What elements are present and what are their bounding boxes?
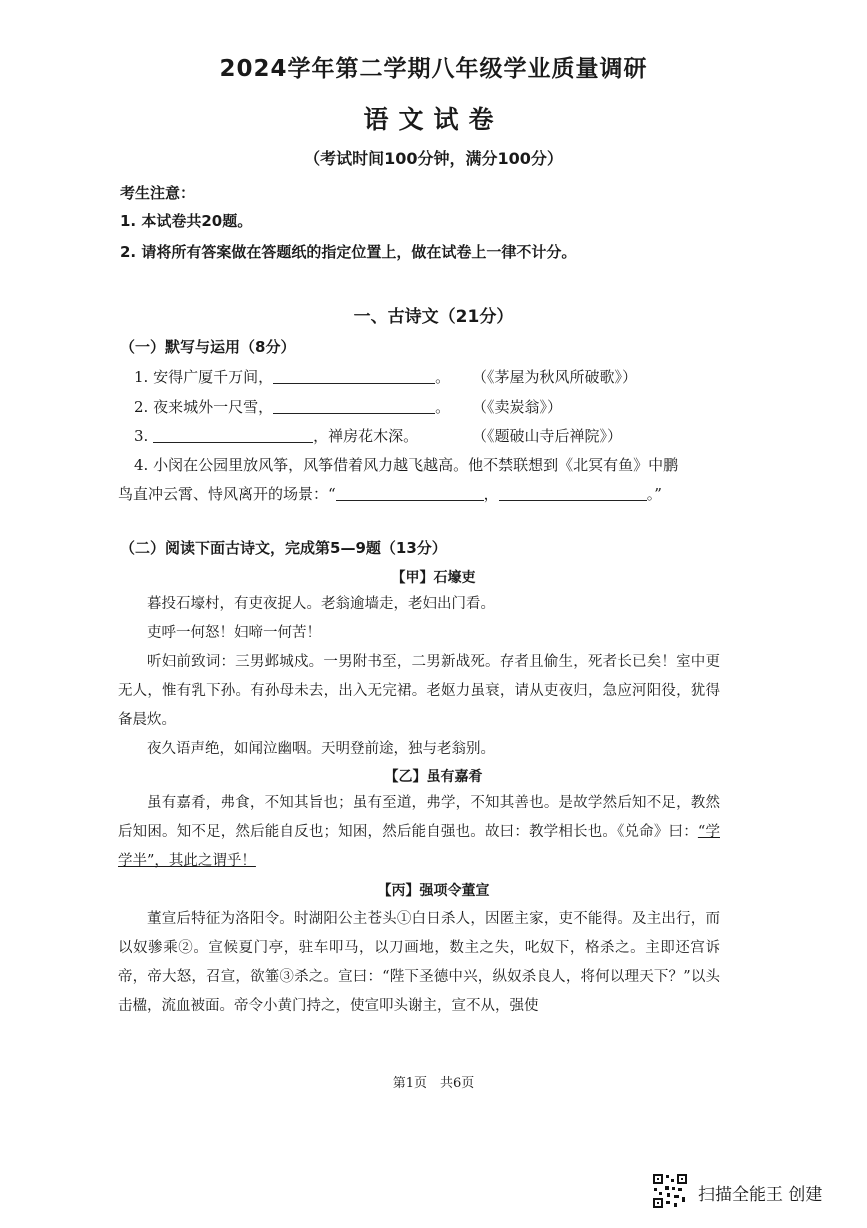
q1-text: 安得广厦千万间， — [153, 368, 274, 386]
passage-bing — [118, 905, 720, 1021]
q3-blank[interactable] — [153, 428, 313, 443]
exam-info: （考试时间100分钟，满分100分） — [304, 149, 563, 168]
q2-source: （《卖炭翁》） — [472, 398, 563, 416]
q4-blank-2[interactable] — [499, 486, 647, 501]
q3-text: ，禅房花木深。 — [313, 427, 419, 445]
part-1-title: （一）默写与运用（8分） — [120, 338, 296, 356]
q4-lead: 鸟直冲云霄、恃风离开的场景：“ — [118, 485, 336, 503]
notice-heading: 考生注意： — [120, 184, 196, 202]
question-4-line-2 — [118, 483, 662, 504]
q3-num: 3. — [134, 427, 149, 445]
scanner-watermark: 扫描全能王 创建 — [698, 1185, 823, 1205]
passage-yi-underlined: “学学半”，其此之谓乎！ — [118, 824, 720, 869]
passage-bing-title: 【丙】强项令董宣 — [377, 883, 490, 899]
section-1-title: 一、古诗文（21分） — [353, 307, 514, 327]
q4-blank-1[interactable] — [336, 486, 484, 501]
q2-end: 。 — [435, 398, 451, 416]
question-1 — [134, 366, 450, 387]
passage-jia-para-1: 暮投石壕村，有吏夜捉人。老翁逾墙走，老妇出门看。 — [147, 596, 495, 612]
passage-jia-title: 【甲】石壕吏 — [391, 570, 476, 586]
passage-yi — [118, 789, 720, 876]
page-number: 第1页 共6页 — [392, 1076, 475, 1091]
q2-blank[interactable] — [273, 399, 435, 414]
q1-blank[interactable] — [273, 369, 435, 384]
passage-yi-para — [118, 789, 720, 876]
notice-item-1: 1. 本试卷共20题。 — [120, 212, 253, 230]
passage-jia-para-2: 吏呼一何怒！妇啼一何苦！ — [147, 625, 321, 641]
passage-yi-text: 虽有嘉肴，弗食，不知其旨也；虽有至道，弗学，不知其善也。是故学然后知不足，教然后知困。知不足，然后能自反也；知困，然后能自强也。故曰：教学相长也。《兑命》曰： — [118, 795, 720, 840]
passage-jia — [118, 590, 720, 764]
exam-title: 2024学年第二学期八年级学业质量调研 — [219, 56, 648, 82]
qr-code-icon — [652, 1173, 688, 1209]
passage-jia-para-3: 听妇前致词：三男邺城戍。一男附书至，二男新战死。存者且偷生，死者长已矣！室中更无人，惟有乳下孙。有孙母未去，出入无完裙。老妪力虽衰，请从吏夜归，急应河阳役，犹得备晨炊。 — [118, 654, 720, 728]
part-2-title: （二）阅读下面古诗文，完成第5—9题（13分） — [120, 539, 447, 557]
exam-subject: 语文试卷 — [363, 105, 504, 134]
q2-num: 2. — [134, 398, 149, 416]
passage-yi-title: 【乙】虽有嘉肴 — [384, 769, 483, 785]
q4-mid: ， — [483, 485, 499, 503]
passage-bing-para: 董宣后特征为洛阳令。时湖阳公主苍头①白日杀人，因匿主家，吏不能得。及主出行，而以奴骖乘②。宣候夏门亭，驻车叩马，以刀画地，数主之失，叱奴下，格杀之。主即还宫诉帝，帝大怒，召宣，欲箠③杀之。宣曰：“陛下圣德中兴，纵奴杀良人，将何以理天下？”以头击楹，流血被面。帝令小黄门持之，使宣叩头谢主，宣不从，强使 — [118, 911, 720, 1014]
question-4-line-1: 4. 小闵在公园里放风筝，风筝借着风力越飞越高。他不禁联想到《北冥有鱼》中鹏 — [134, 456, 679, 474]
notice-item-2: 2. 请将所有答案做在答题纸的指定位置上，做在试卷上一律不计分。 — [120, 243, 577, 261]
q1-source: （《茅屋为秋风所破歌》） — [472, 368, 638, 386]
question-2 — [134, 396, 450, 417]
q2-text: 夜来城外一尺雪， — [153, 398, 274, 416]
q1-num: 1. — [134, 368, 149, 386]
q4-end: 。” — [646, 485, 662, 503]
q3-source: （《题破山寺后禅院》） — [472, 427, 623, 445]
q1-end: 。 — [435, 368, 451, 386]
question-3 — [134, 425, 418, 446]
passage-jia-para-4: 夜久语声绝，如闻泣幽咽。天明登前途，独与老翁别。 — [147, 741, 495, 757]
